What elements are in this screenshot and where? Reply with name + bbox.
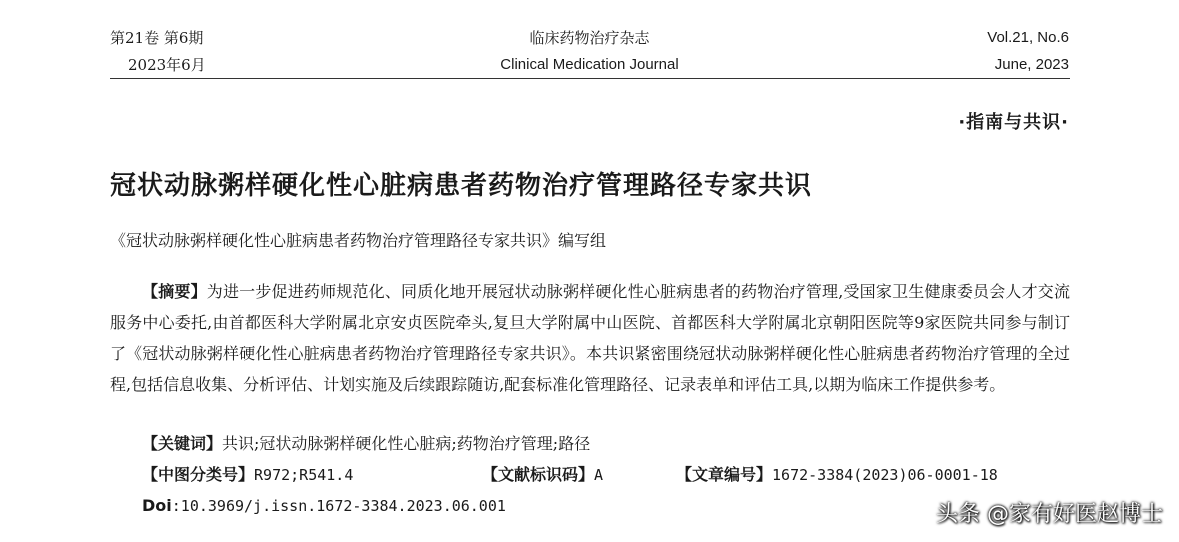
watermark: 头条 @家有好医赵博士	[936, 502, 1163, 527]
abstract	[110, 276, 1070, 400]
keywords-label: 【关键词】	[142, 434, 223, 453]
clc-label: 【中图分类号】	[142, 465, 255, 484]
abstract-text: 为进一步促进药师规范化、同质化地开展冠状动脉粥样硬化性心脏病患者的药物治疗管理,受国家卫生健康委员会人才交流服务中心委托,由首都医科大学附属北京安贞医院牵头,复旦大学附属中山医院、首都医科大学附属北京朝阳医院等9家医院共同参与制订了《冠状动脉粥样硬化性心脏病患者药物治疗管理路径专家共识》。本共识紧密围绕冠状动脉粥样硬化性心脏病患者药物治疗管理的全过程,包括信息收集、分析评估、计划实施及后续跟踪随访,配套标准化管理路径、记录表单和评估工具,以期为临床工作提供参考。	[110, 282, 1070, 394]
doi	[142, 494, 506, 518]
volume-issue-en: Vol.21, No.6	[987, 29, 1069, 46]
article-label: 【文章编号】	[676, 465, 773, 484]
doc-label: 【文献标识码】	[482, 465, 595, 484]
header-rule	[110, 78, 1070, 79]
doi-label: Doi	[142, 496, 172, 515]
section-tag: ·指南与共识·	[958, 112, 1069, 133]
date-en: June, 2023	[994, 56, 1069, 73]
article-value: 1672-3384(2023)06-0001-18	[772, 466, 998, 484]
clc-value: R972;R541.4	[254, 466, 354, 484]
journal-name-en: Clinical Medication Journal	[500, 56, 679, 73]
date-cn: 2023年6月	[128, 56, 206, 74]
doc-value: A	[594, 466, 604, 484]
article-number	[676, 463, 998, 487]
keywords	[142, 432, 590, 456]
clc-number	[142, 463, 353, 487]
journal-name-cn: 临床药物治疗杂志	[529, 29, 650, 47]
volume-issue-cn: 第21卷 第6期	[110, 29, 204, 47]
author-group: 《冠状动脉粥样硬化性心脏病患者药物治疗管理路径专家共识》编写组	[110, 231, 607, 250]
keywords-text: 共识;冠状动脉粥样硬化性心脏病;药物治疗管理;路径	[222, 434, 591, 453]
document-code	[482, 463, 603, 487]
doi-value: :10.3969/j.issn.1672-3384.2023.06.001	[171, 497, 506, 515]
article-title: 冠状动脉粥样硬化性心脏病患者药物治疗管理路径专家共识	[110, 171, 813, 201]
abstract-label: 【摘要】	[142, 282, 207, 301]
